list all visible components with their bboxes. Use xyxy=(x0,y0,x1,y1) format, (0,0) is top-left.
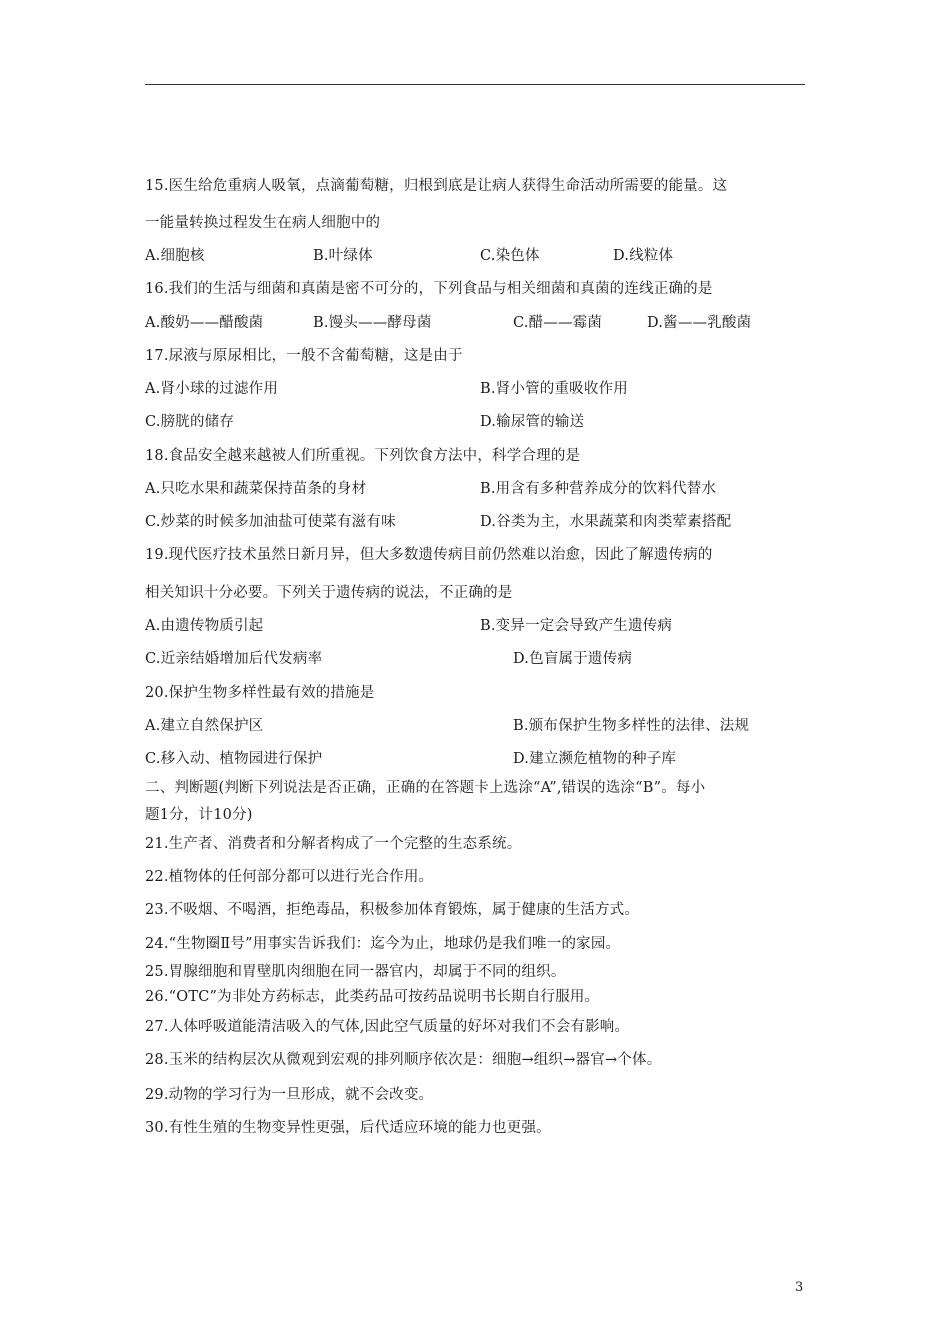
q19-option-a: A.由遗传物质引起 xyxy=(145,618,264,634)
q18-option-a: A.只吃水果和蔬菜保持苗条的身材 xyxy=(145,481,367,497)
judgment-item-24: 24.“生物圈Ⅱ号”用事实告诉我们：迄今为止，地球仍是我们唯一的家园。 xyxy=(145,936,621,952)
q17-option-a: A.肾小球的过滤作用 xyxy=(145,381,279,397)
q18-stem: 18.食品安全越来越被人们所重视。下列饮食方法中，科学合理的是 xyxy=(145,448,581,464)
page-number: 3 xyxy=(795,1280,804,1295)
q20-option-c: C.移入动、植物园进行保护 xyxy=(145,751,323,767)
q16-option-b: B.馒头——酵母菌 xyxy=(313,315,432,331)
q16-option-a: A.酸奶——醋酸菌 xyxy=(145,315,264,331)
judgment-item-27: 27.人体呼吸道能清洁吸入的气体,因此空气质量的好坏对我们不会有影响。 xyxy=(145,1019,630,1035)
q19-stem-line1: 19.现代医疗技术虽然日新月异，但大多数遗传病目前仍然难以治愈，因此了解遗传病的 xyxy=(145,547,713,563)
q19-option-b: B.变异一定会导致产生遗传病 xyxy=(480,618,673,634)
q18-option-b: B.用含有多种营养成分的饮料代替水 xyxy=(480,481,717,497)
judgment-item-23: 23.不吸烟、不喝酒，拒绝毒品，积极参加体育锻炼，属于健康的生活方式。 xyxy=(145,902,640,918)
q20-option-d: D.建立濒危植物的种子库 xyxy=(513,751,677,767)
q17-option-c: C.膀胱的储存 xyxy=(145,414,235,430)
q15-option-d: D.线粒体 xyxy=(613,248,674,264)
q19-option-d: D.色盲属于遗传病 xyxy=(513,651,633,667)
q15-option-c: C.染色体 xyxy=(480,248,540,264)
q16-option-c: C.醋——霉菌 xyxy=(513,315,603,331)
q20-stem: 20.保护生物多样性最有效的措施是 xyxy=(145,685,375,701)
section2-heading-line2: 题1分，计10分) xyxy=(145,807,253,823)
header-rule xyxy=(145,84,805,85)
q19-option-c: C.近亲结婚增加后代发病率 xyxy=(145,651,323,667)
q16-stem: 16.我们的生活与细菌和真菌是密不可分的，下列食品与相关细菌和真菌的连线正确的是 xyxy=(145,281,713,297)
q18-option-d: D.谷类为主，水果蔬菜和肉类荤素搭配 xyxy=(480,514,732,530)
q18-option-c: C.炒菜的时候多加油盐可使菜有滋有味 xyxy=(145,514,396,530)
section2-heading-line1: 二、判断题(判断下列说法是否正确，正确的在答题卡上选涂“A”,错误的选涂“B”。每小 xyxy=(145,780,706,796)
q15-stem-line2: 一能量转换过程发生在病人细胞中的 xyxy=(145,215,381,231)
q19-stem-line2: 相关知识十分必要。下列关于遗传病的说法，不正确的是 xyxy=(145,585,513,601)
judgment-item-22: 22.植物体的任何部分都可以进行光合作用。 xyxy=(145,869,434,885)
q15-option-a: A.细胞核 xyxy=(145,248,205,264)
q17-stem: 17.尿液与原尿相比，一般不含葡萄糖，这是由于 xyxy=(145,348,463,364)
judgment-item-28: 28.玉米的结构层次从微观到宏观的排列顺序依次是：细胞→组织→器官→个体。 xyxy=(145,1052,662,1068)
judgment-item-26: 26.“OTC”为非处方药标志，此类药品可按药品说明书长期自行服用。 xyxy=(145,989,600,1005)
q17-option-d: D.输尿管的输送 xyxy=(480,414,585,430)
judgment-item-21: 21.生产者、消费者和分解者构成了一个完整的生态系统。 xyxy=(145,836,522,852)
q15-option-b: B.叶绿体 xyxy=(313,248,373,264)
judgment-item-29: 29.动物的学习行为一旦形成，就不会改变。 xyxy=(145,1087,434,1103)
q17-option-b: B.肾小管的重吸收作用 xyxy=(480,381,628,397)
q15-stem-line1: 15.医生给危重病人吸氧，点滴葡萄糖，归根到底是让病人获得生命活动所需要的能量。这 xyxy=(145,178,728,194)
q16-option-d: D.酱——乳酸菌 xyxy=(647,315,752,331)
q20-option-a: A.建立自然保护区 xyxy=(145,718,264,734)
judgment-item-25: 25.胃腺细胞和胃壁肌肉细胞在同一器官内，却属于不同的组织。 xyxy=(145,964,566,980)
judgment-item-30: 30.有性生殖的生物变异性更强，后代适应环境的能力也更强。 xyxy=(145,1120,551,1136)
q20-option-b: B.颁布保护生物多样性的法律、法规 xyxy=(513,718,750,734)
